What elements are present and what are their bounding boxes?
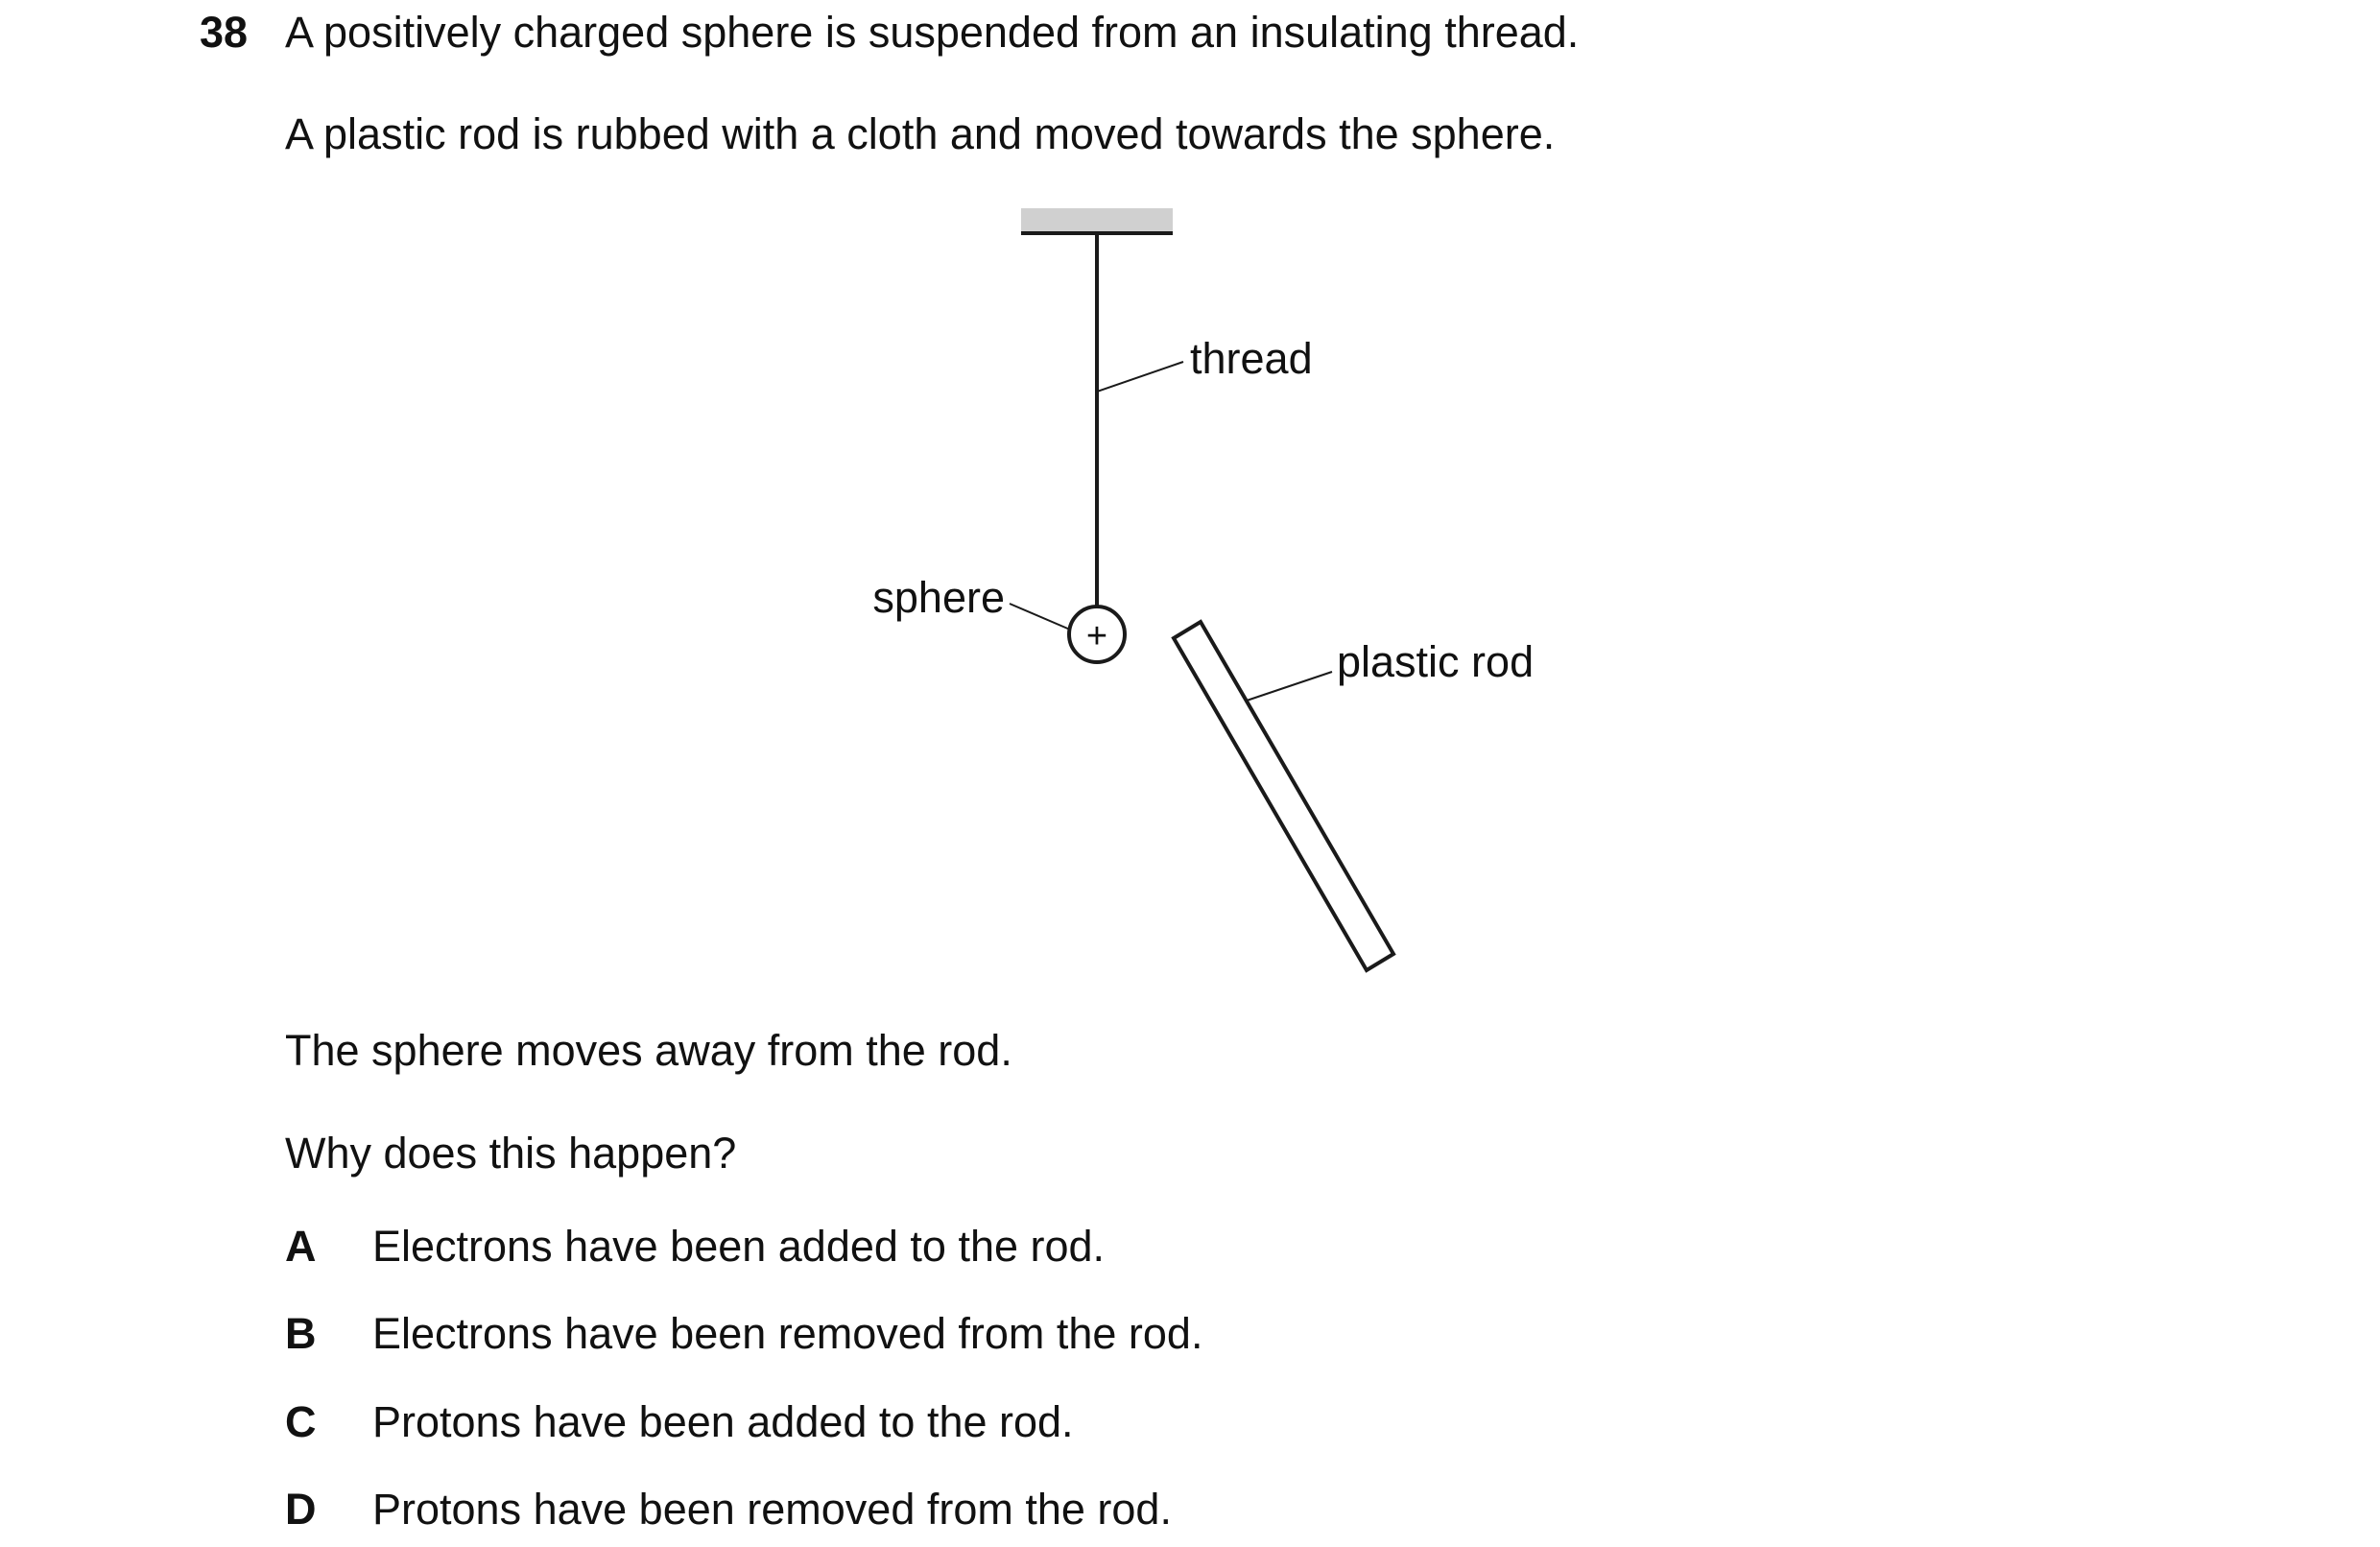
option-text: Protons have been added to the rod. xyxy=(372,1397,1074,1446)
thread-label-leader xyxy=(1097,362,1183,392)
ceiling-support xyxy=(1021,208,1173,231)
observation-text: The sphere moves away from the rod. xyxy=(285,1026,1012,1075)
thread-label: thread xyxy=(1190,334,1313,383)
question-prompt: Why does this happen? xyxy=(285,1129,737,1178)
positive-charge-sign: + xyxy=(1085,616,1108,656)
rod-label-leader xyxy=(1247,672,1332,701)
option-text: Electrons have been removed from the rod. xyxy=(372,1309,1203,1358)
option-letter: C xyxy=(285,1397,317,1446)
option-text: Electrons have been added to the rod. xyxy=(372,1222,1106,1271)
plastic-rod-label: plastic rod xyxy=(1337,637,1535,686)
question-stem-line-2: A plastic rod is rubbed with a cloth and moved towards the sphere. xyxy=(285,109,1556,158)
option-text: Protons have been removed from the rod. xyxy=(372,1485,1172,1534)
question-stem-line-1: A positively charged sphere is suspended from an insulating thread. xyxy=(285,8,1580,57)
sphere-label-leader xyxy=(1010,604,1070,630)
sphere-label: sphere xyxy=(872,573,1005,622)
option-letter: A xyxy=(285,1222,317,1271)
option-letter: B xyxy=(285,1309,317,1358)
question-number: 38 xyxy=(200,8,249,57)
option-letter: D xyxy=(285,1485,317,1534)
